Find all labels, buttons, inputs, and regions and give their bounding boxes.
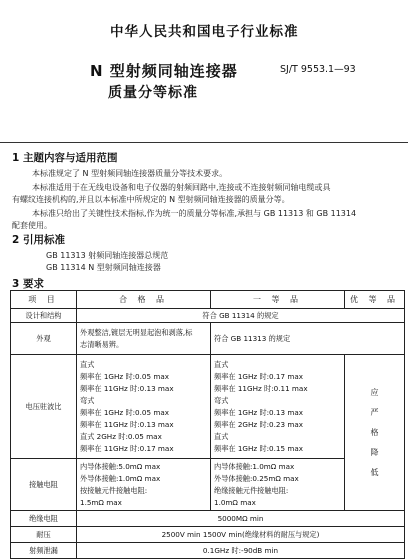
section-1-paragraph-3: 有螺纹连接机构的,并且以本标准中所规定的 N 型射频同轴连接器的质量分等。	[12, 195, 290, 204]
table-row	[11, 511, 405, 527]
standard-org-header: 中华人民共和国电子行业标准	[110, 24, 299, 40]
row-label-appearance: 外观	[11, 323, 77, 355]
appearance-qualified	[77, 323, 211, 355]
row-label-design: 设计和结构	[11, 309, 77, 323]
cell-line: 外观整洁,镀层无明显起泡和剥落,标	[80, 327, 193, 337]
section-2-heading: 2 引用标准	[12, 234, 65, 246]
row-label-rf-leakage: 射频泄漏	[11, 543, 77, 559]
cell-line: 直式	[80, 359, 95, 369]
section-1-heading: 1 主题内容与适用范围	[12, 152, 118, 164]
header-excellent: 优 等 品	[345, 291, 405, 309]
cell-line: 频率在 1GHz 时:0.05 max	[80, 407, 170, 417]
cell-line: 直式	[214, 359, 229, 369]
table-header-row	[11, 291, 405, 309]
grade-char: 降	[370, 447, 379, 457]
cell-line: 频率在 1GHz 时:0.13 max	[214, 407, 304, 417]
grade-char: 应	[370, 387, 379, 397]
section-1-paragraph-2: 本标准适用于在无线电设备和电子仪器的射频回路中,连接或不连接射频同轴电缆或具	[32, 183, 331, 192]
cell-line: 内导体接触:1.0mΩ max	[214, 461, 295, 471]
table-row	[11, 543, 405, 559]
cell-line: 频率在 1GHz 时:0.17 max	[214, 371, 304, 381]
cell-line: 内导体接触:5.0mΩ max	[80, 461, 161, 471]
cell-line: 弯式	[214, 395, 229, 405]
cell-line: 1.5mΩ max	[80, 497, 122, 507]
grade-char: 低	[370, 467, 379, 477]
header-first-grade: 一 等 品	[211, 291, 345, 309]
insulation-value: 5000MΩ min	[77, 511, 405, 527]
cell-line: 频率在 1GHz 时:0.05 max	[80, 371, 170, 381]
cell-line: 直式 2GHz 时:0.05 max	[80, 431, 162, 441]
header-qualified: 合 格 品	[77, 291, 211, 309]
withstand-voltage-value: 2500V min 1500V min(绝缘材料的耐压与规定)	[77, 527, 405, 543]
document-title: N 型射频同轴连接器	[90, 62, 238, 80]
document-subtitle: 质量分等标准	[108, 85, 198, 101]
appearance-first-grade: 符合 GB 11313 的规定	[211, 323, 405, 355]
table-row	[11, 527, 405, 543]
rf-leakage-value: 0.1GHz 时:-90dB min	[77, 543, 405, 559]
section-1-paragraph-5: 配套使用。	[12, 221, 52, 230]
header-divider	[0, 142, 408, 143]
cell-line: 频率在 11GHz 时:0.17 max	[80, 443, 174, 453]
section-1-paragraph-1: 本标准规定了 N 型射频同轴连接器质量分等技术要求。	[32, 169, 228, 178]
reference-gb11314: GB 11314 N 型射频同轴连接器	[46, 263, 161, 272]
vswr-qualified	[77, 355, 211, 459]
cell-line: 频率在 1GHz 时:0.15 max	[214, 443, 304, 453]
table-row	[11, 309, 405, 323]
design-value: 符合 GB 11314 的规定	[77, 309, 405, 323]
cell-line: 外导体接触:1.0mΩ max	[80, 473, 161, 483]
cell-line: 直式	[214, 431, 229, 441]
cell-line: 志清晰易辨。	[80, 339, 124, 349]
section-3-heading: 3 要求	[12, 278, 44, 290]
cell-line: 频率在 2GHz 时:0.23 max	[214, 419, 304, 429]
section-1-paragraph-4: 本标准只给出了关键性技术指标,作为统一的质量分等标准,承担与 GB 11313 和 GB 11314	[32, 209, 357, 218]
row-label-insulation: 绝缘电阻	[11, 511, 77, 527]
cell-line: 频率在 11GHz 时:0.13 max	[80, 419, 174, 429]
row-label-contact-resistance: 接触电阻	[11, 459, 77, 511]
cell-line: 弯式	[80, 395, 95, 405]
excellent-grade-note	[345, 355, 405, 511]
requirements-table	[10, 290, 405, 559]
grade-char: 严	[370, 407, 379, 417]
cell-line: 绝缘接触元件接触电阻:	[214, 485, 289, 495]
header-item: 项 目	[11, 291, 77, 309]
cell-line: 频率在 11GHz 时:0.13 max	[80, 383, 174, 393]
cell-line: 频率在 11GHz 时:0.11 max	[214, 383, 308, 393]
row-label-withstand-voltage: 耐压	[11, 527, 77, 543]
cell-line: 外导体接触:0.25mΩ max	[214, 473, 299, 483]
table-row	[11, 355, 405, 459]
table-row	[11, 323, 405, 355]
standard-number: SJ/T 9553.1—93	[280, 64, 356, 75]
row-label-vswr: 电压驻波比	[11, 355, 77, 459]
contact-first-grade	[211, 459, 345, 511]
grade-char: 格	[370, 427, 379, 437]
contact-qualified	[77, 459, 211, 511]
cell-line: 1.0mΩ max	[214, 497, 256, 507]
cell-line: 按接触元件接触电阻:	[80, 485, 148, 495]
reference-gb11313: GB 11313 射频同轴连接器总规范	[46, 251, 169, 260]
vswr-first-grade	[211, 355, 345, 459]
